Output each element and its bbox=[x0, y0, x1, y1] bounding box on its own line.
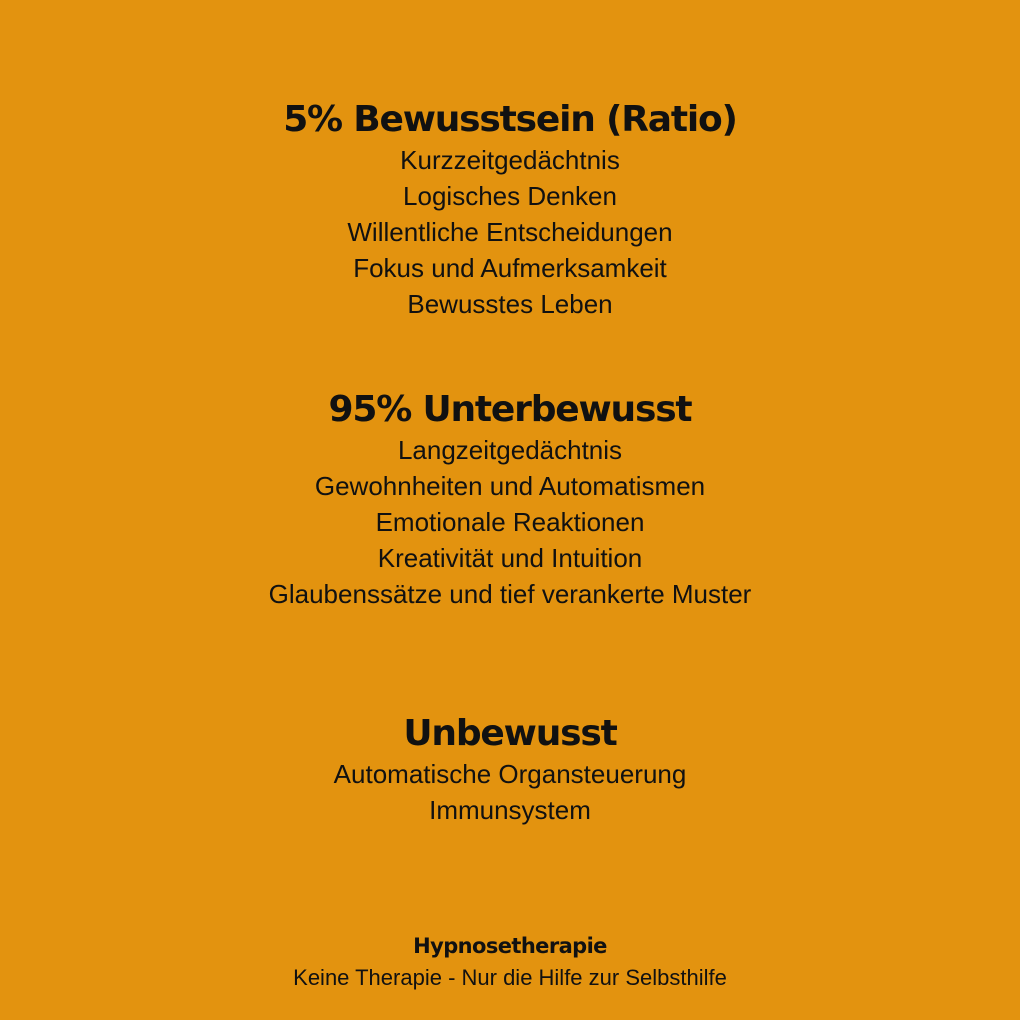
section-unbewusst bbox=[0, 712, 1020, 828]
list-item: Willentliche Entscheidungen bbox=[347, 217, 673, 247]
list-item: Fokus und Aufmerksamkeit bbox=[353, 253, 667, 283]
list-item: Immunsystem bbox=[429, 795, 591, 825]
section-bewusstsein bbox=[0, 98, 1020, 322]
list-item: Automatische Organsteuerung bbox=[333, 759, 687, 789]
footer-title: Hypnosetherapie bbox=[413, 934, 607, 958]
list-item: Emotionale Reaktionen bbox=[375, 507, 645, 537]
footer-tagline: Keine Therapie - Nur die Hilfe zur Selbsthilfe bbox=[293, 965, 727, 990]
list-item: Kurzzeitgedächtnis bbox=[400, 145, 620, 175]
footer bbox=[0, 930, 1020, 994]
list-item: Kreativität und Intuition bbox=[377, 543, 643, 573]
section-unterbewusst bbox=[0, 388, 1020, 612]
list-item: Logisches Denken bbox=[403, 181, 617, 211]
section-heading: 5% Bewusstsein (Ratio) bbox=[283, 99, 737, 140]
section-heading: Unbewusst bbox=[403, 713, 617, 754]
list-item: Glaubenssätze und tief verankerte Muster bbox=[268, 579, 752, 609]
list-item: Langzeitgedächtnis bbox=[397, 435, 623, 465]
section-heading: 95% Unterbewusst bbox=[328, 389, 692, 430]
list-item: Bewusstes Leben bbox=[407, 289, 613, 319]
list-item: Gewohnheiten und Automatismen bbox=[314, 471, 706, 501]
